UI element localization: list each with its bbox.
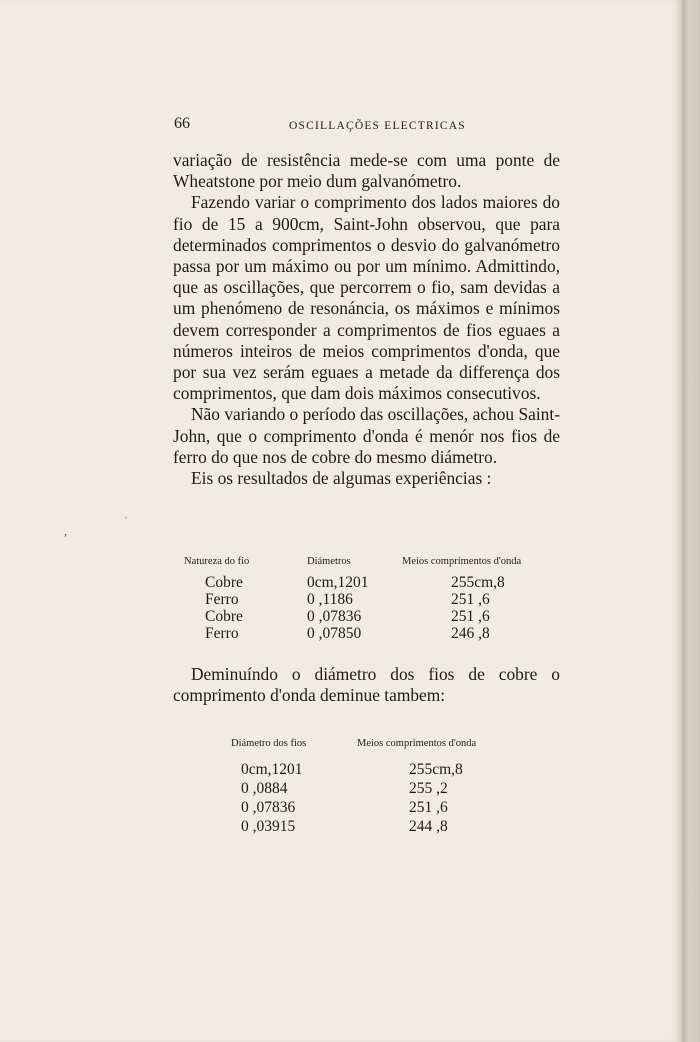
body-text-upper [173,150,560,489]
table2-row-2-diameter: 0 ,0884 [241,780,288,797]
table2-row-3-diameter: 0 ,07836 [241,799,296,816]
margin-speck: ˈ [124,514,128,528]
table2-row-3-value: 251 ,6 [409,799,448,816]
table2-header-diameter: Diámetro dos fios [231,738,307,749]
paragraph-2: Fazendo variar o comprimento dos lados maiores do fio de 15 a 900cm, Saint-John observou, que para determinados comprimentos o desvio do galvanómetro passa por um máximo ou por um mínimo. Admittindo, que as oscillações, que percorrem o fio, sam devidas a um phenómeno de resonáncia, os máximos e mínimos devem corresponder a comprimentos de fios eguaes a números inteiros de meios comprimentos d'onda, que por sua vez serám eguaes a metade da differença dos comprimentos, que dam dois máximos consecutivos. [173,192,560,404]
body-text-lower [173,664,560,706]
table2-row-1-value: 255cm,8 [409,761,463,778]
table1-row-3-material: Cobre [205,608,243,625]
table1-header-diameter: Diámetros [307,556,351,567]
table1-row-4-value: 246 ,8 [451,625,490,642]
paragraph-5: Deminuíndo o diámetro dos fios de cobre o comprimento d'onda deminue tambem: [173,664,560,706]
table2-row-1-diameter: 0cm,1201 [241,761,303,778]
page-number: 66 [174,115,190,132]
running-title: OSCILLAÇÕES ELECTRICAS [289,120,466,132]
table1-row-1-diameter: 0cm,1201 [307,574,369,591]
paragraph-3: Não variando o período das oscillações, achou Saint-John, que o comprimento d'onda é menór nos fios de ferro do que nos de cobre do mesmo diámetro. [173,404,560,467]
table2-row-4-value: 244 ,8 [409,818,448,835]
table1-row-1-material: Cobre [205,574,243,591]
margin-speck: , [64,524,67,538]
table2-row-4-diameter: 0 ,03915 [241,818,296,835]
table1-row-2-diameter: 0 ,1186 [307,591,353,608]
table1-row-4-material: Ferro [205,625,239,642]
table1-row-4-diameter: 0 ,07850 [307,625,362,642]
paragraph-4: Eis os resultados de algumas experiências : [191,468,492,489]
table1-header-half-wavelength: Meios comprimentos d'onda [402,556,522,567]
table1-header-nature: Natureza do fio [184,556,250,567]
table1-row-3-value: 251 ,6 [451,608,490,625]
table2-row-2-value: 255 ,2 [409,780,448,797]
table2-header-half-wavelength: Meios comprimentos d'onda [357,738,477,749]
paragraph-1: variação de resistência mede-se com uma ponte de Wheatstone por meio dum galvanómetro. [173,150,560,192]
table1-row-3-diameter: 0 ,07836 [307,608,362,625]
table1-row-2-value: 251 ,6 [451,591,490,608]
table1-row-2-material: Ferro [205,591,239,608]
page-edge-shadow [682,0,700,1042]
table1-row-1-value: 255cm,8 [451,574,505,591]
